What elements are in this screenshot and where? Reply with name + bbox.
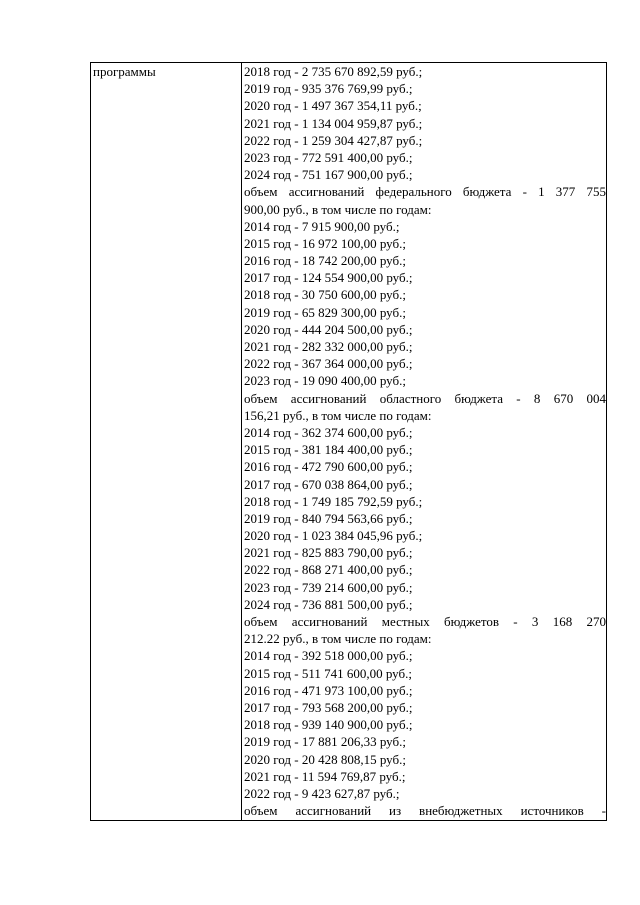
text-line: 2023 год - 19 090 400,00 руб.; [244,373,406,389]
text-line: 2018 год - 939 140 900,00 руб.; [244,717,413,733]
text-line: 2016 год - 471 973 100,00 руб.; [244,682,413,698]
text-line: 2015 год - 16 972 100,00 руб.; [244,235,406,251]
text-line: 2016 год - 18 742 200,00 руб.; [244,253,406,269]
text-line: 2018 год - 30 750 600,00 руб.; [244,287,406,303]
text-line: 900,00 руб., в том числе по годам: [244,201,432,217]
text-line: объем ассигнований федерального бюджета - 1 377 755 [244,184,606,200]
text-line: 2021 год - 11 594 769,87 руб.; [244,768,406,784]
text-line: 212.22 руб., в том числе по годам: [244,631,432,647]
text-line: 2019 год - 65 829 300,00 руб.; [244,304,406,320]
text-line: 2022 год - 367 364 000,00 руб.; [244,356,413,372]
text-line: 2021 год - 1 134 004 959,87 руб.; [244,115,423,131]
text-line: 2024 год - 736 881 500,00 руб.; [244,596,413,612]
text-line: 2017 год - 124 554 900,00 руб.; [244,270,413,286]
text-line: объем ассигнований из внебюджетных источников - [244,803,606,819]
text-line: 2014 год - 7 915 900,00 руб.; [244,218,400,234]
text-line: 2018 год - 2 735 670 892,59 руб.; [244,64,423,79]
text-line: 2018 год - 1 749 185 792,59 руб.; [244,493,423,509]
text-line: 2020 год - 444 204 500,00 руб.; [244,321,413,337]
program-table [90,62,607,821]
text-line: 2023 год - 739 214 600,00 руб.; [244,579,413,595]
text-line: 2019 год - 17 881 206,33 руб.; [244,734,406,750]
text-line: 2022 год - 9 423 627,87 руб.; [244,785,400,801]
text-line: 2019 год - 840 794 563,66 руб.; [244,510,413,526]
text-line: 2021 год - 825 883 790,00 руб.; [244,545,413,561]
text-line: 2020 год - 1 497 367 354,11 руб.; [244,98,422,114]
value-cell [242,63,606,820]
text-line: 2014 год - 362 374 600,00 руб.; [244,424,413,440]
text-line: 2015 год - 511 741 600,00 руб.; [244,665,412,681]
text-line: 2014 год - 392 518 000,00 руб.; [244,648,413,664]
text-line: 2015 год - 381 184 400,00 руб.; [244,442,413,458]
text-line: 2023 год - 772 591 400,00 руб.; [244,149,413,165]
text-line: 2022 год - 1 259 304 427,87 руб.; [244,132,423,148]
text-line: объем ассигнований местных бюджетов - 3 168 270 [244,614,606,629]
text-line: объем ассигнований областного бюджета - 8 670 004 [244,390,606,406]
text-line: 2022 год - 868 271 400,00 руб.; [244,562,413,578]
label-text: программы [93,64,156,79]
text-line: 2019 год - 935 376 769,99 руб.; [244,81,413,97]
text-line: 2021 год - 282 332 000,00 руб.; [244,339,413,354]
text-line: 2020 год - 20 428 808,15 руб.; [244,751,406,767]
text-line: 2017 год - 793 568 200,00 руб.; [244,699,413,715]
text-line: 2017 год - 670 038 864,00 руб.; [244,476,413,492]
text-line: 2016 год - 472 790 600,00 руб.; [244,459,413,475]
text-line: 156,21 руб., в том числе по годам: [244,407,432,423]
text-line: 2024 год - 751 167 900,00 руб.; [244,167,413,183]
text-line: 2020 год - 1 023 384 045,96 руб.; [244,528,423,544]
label-cell [91,63,242,820]
